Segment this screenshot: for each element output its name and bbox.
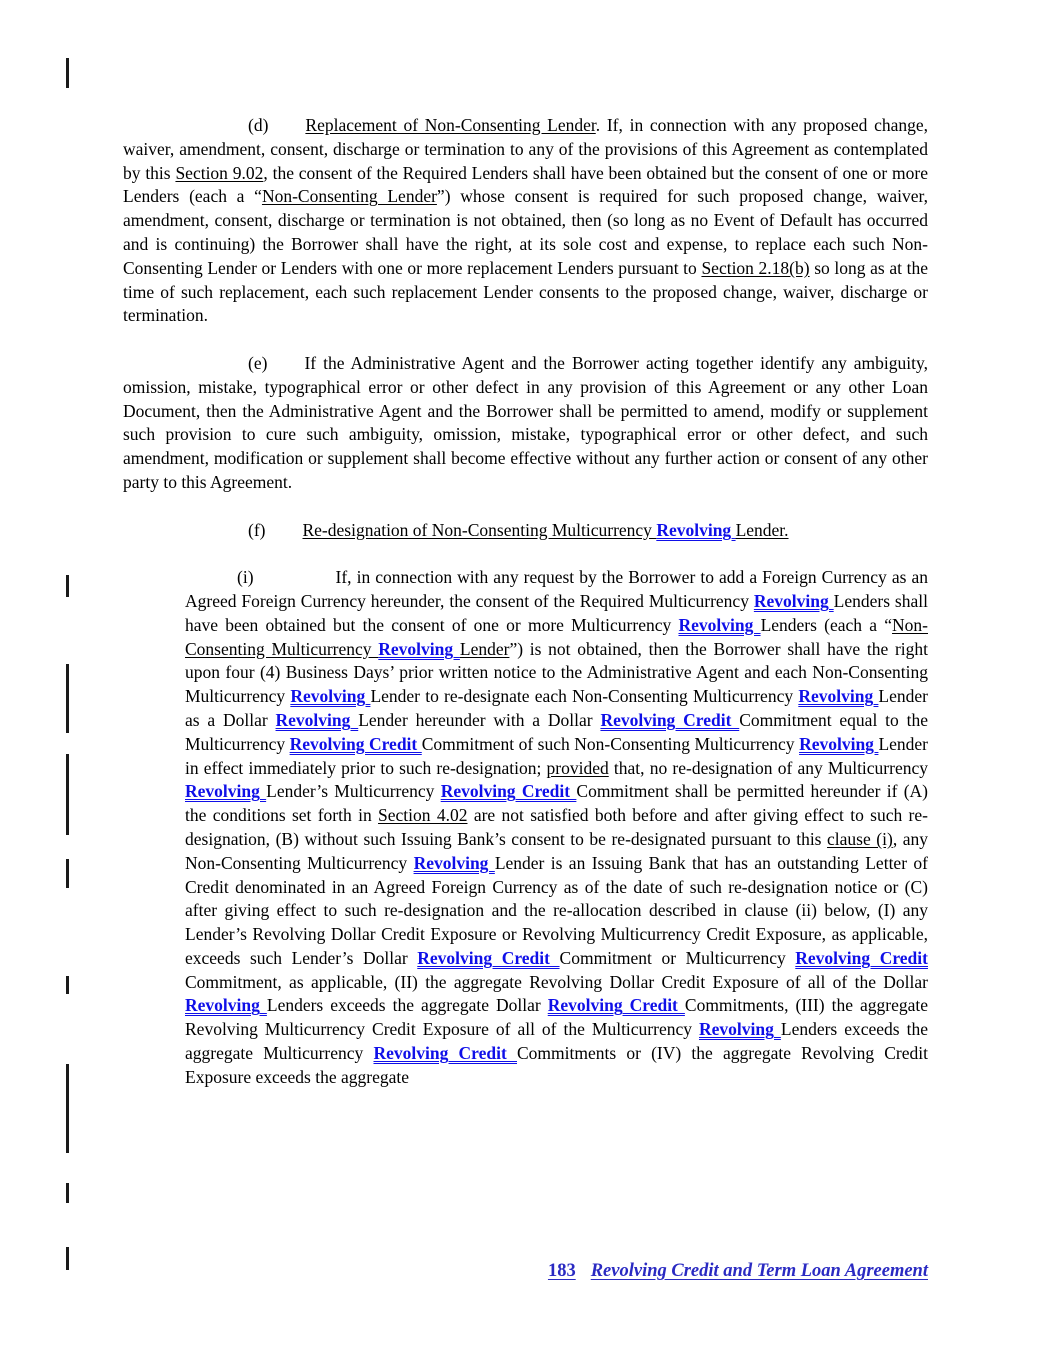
text-run: Lender as a Dollar: [185, 686, 928, 730]
footer-title: Revolving Credit and Term Loan Agreement: [590, 1261, 928, 1281]
text-run: Lender in effect immediately prior to such re-designation;: [185, 733, 928, 778]
inserted-text: Revolving Credit: [373, 1043, 517, 1064]
text-run: Commitment, as applicable, (II) the aggregate Revolving Dollar Credit Exposure of all of the Dollar: [185, 971, 928, 992]
change-bar: [66, 859, 69, 888]
underlined-text: Lender: [459, 638, 510, 659]
change-bar: [66, 754, 69, 835]
inserted-text: Revolving Credit: [600, 709, 740, 730]
inserted-text: Revolving: [275, 709, 359, 730]
text-run: , the consent of the Required Lenders shall have been obtained but the consent of one or more Lenders (each a “: [123, 162, 928, 207]
text-run: Commitment of such Non-Consenting Multicurrency: [421, 733, 800, 754]
paragraph-d: [123, 114, 928, 328]
text-run: Lender hereunder with a Dollar: [358, 709, 601, 730]
inserted-text: Revolving: [185, 995, 267, 1016]
change-bar: [66, 976, 69, 994]
underlined-text: Re-designation of Non-Consenting Multicurrency: [302, 519, 657, 540]
inserted-text: Revolving: [798, 686, 879, 707]
text-run: If the Administrative Agent and the Borrower acting together identify any ambiguity, omission, mistake, typographical error or other defect in any provision of this Agreement or any other Loan Document, then the Administrative Agent and the Borrower shall be permitted to amend, modify or supplement such provision to cure such ambiguity, omission, mistake, typographical error or other defect, and such amendment, modification or supplement shall become effective without any further action or consent of any other party to this Agreement.: [123, 352, 928, 492]
text-run: Commitment or Multicurrency: [559, 947, 796, 968]
text-run: (i): [237, 567, 254, 588]
text-run: Commitment shall be permitted hereunder if (A) the conditions set forth in: [185, 781, 928, 826]
text-run: that, no re-designation of any Multicurrency: [608, 757, 929, 778]
text-run: , any Non-Consenting Multicurrency: [185, 828, 928, 873]
underlined-text: Non-Consenting Multicurrency: [185, 614, 928, 659]
text-run: ”) whose consent is required for such proposed change, waiver, amendment, consent, discharge or termination is not obtained, then (so long as no Event of Default has occurred and is continuing) the Borrower shall have the right, at its sole cost and expense, to replace each such Non-Consenting Lender or Lenders with one or more replacement Lenders pursuant to: [123, 186, 929, 278]
paragraph-i: [185, 566, 928, 1090]
underlined-text: Non-Consenting Lender: [261, 186, 437, 207]
text-run: Lender’s Multicurrency: [266, 781, 441, 802]
text-run: are not satisfied both before and after giving effect to such re-designation, (B) without such Issuing Bank’s consent to be re-designated pursuant to this: [185, 805, 928, 849]
change-bar: [66, 1247, 69, 1270]
underlined-text: provided: [546, 757, 609, 778]
text-run: Lenders (each a “: [760, 614, 893, 635]
text-run: (f): [248, 519, 266, 540]
inserted-text: Revolving Credit: [417, 947, 560, 968]
underlined-text: Section 4.02: [378, 805, 468, 826]
inserted-text: Revolving: [378, 638, 460, 659]
text-run: Commitments, (III) the aggregate Revolving Multicurrency Credit Exposure of all of the Multicurrency: [185, 995, 928, 1040]
page-number: 183: [547, 1261, 576, 1281]
inserted-text: Revolving: [185, 781, 267, 802]
underlined-text: clause (i): [827, 828, 893, 849]
paragraph-e: [123, 352, 928, 495]
inserted-text: Revolving: [678, 614, 761, 635]
inserted-text: Revolving: [656, 519, 736, 540]
text-run: Lenders exceeds the aggregate Multicurrency: [185, 1019, 928, 1064]
text-run: Lenders shall have been obtained but the consent of one or more Multicurrency: [185, 590, 928, 635]
text-run: Commitment equal to the Multicurrency: [185, 709, 928, 754]
change-bar: [66, 575, 69, 597]
paragraph-f: [123, 519, 928, 543]
text-run: Commitments or (IV) the aggregate Revolving Credit Exposure exceeds the aggregate: [185, 1043, 928, 1087]
underlined-text: Section 2.18(b): [701, 257, 810, 278]
text-run: (d): [248, 115, 269, 135]
underlined-text: Lender.: [735, 519, 789, 540]
text-run: Lender is an Issuing Bank that has an outstanding Letter of Credit denominated in an Agreed Foreign Currency as of the date of such re-designation notice or (C) after giving effect to such re-designation and the re-allocation described in clause (ii) below, (I) any Lender’s Revolving Dollar Credit Exposure or Revolving Multicurrency Credit Exposure, as applicable, exceeds such Lender’s Dollar: [185, 852, 928, 968]
document-content: [123, 114, 928, 1113]
text-run: If, in connection with any request by the Borrower to add a Foreign Currency as an Agreed Foreign Currency hereunder, the consent of the Required Multicurrency: [185, 567, 928, 611]
inserted-text: Revolving Credit: [289, 733, 422, 754]
text-run: . If, in connection with any proposed change, waiver, amendment, consent, discharge or termination to any of the provisions of this Agreement as contemplated by this: [123, 115, 928, 183]
page-footer: [548, 1259, 928, 1283]
inserted-text: Revolving Credit: [440, 781, 577, 802]
text-run: Lenders exceeds the aggregate Dollar: [266, 995, 548, 1016]
text-run: Lender to re-designate each Non-Consenting Multicurrency: [370, 686, 799, 707]
text-run: (e): [248, 352, 268, 373]
inserted-text: Revolving: [413, 852, 495, 873]
inserted-text: Revolving: [753, 590, 834, 611]
inserted-text: Revolving: [699, 1019, 781, 1040]
underlined-text: Replacement of Non-Consenting Lender: [305, 115, 596, 135]
inserted-text: Revolving Credit: [547, 995, 685, 1016]
underlined-text: Section 9.02: [175, 162, 264, 183]
inserted-text: Revolving: [290, 686, 371, 707]
inserted-text: Revolving: [799, 733, 879, 754]
change-bar: [66, 1064, 69, 1153]
change-bar: [66, 1183, 69, 1203]
text-run: so long as at the time of such replacement, each such replacement Lender consents to the proposed change, waiver, discharge or termination.: [123, 257, 928, 326]
inserted-text: Revolving Credit: [795, 947, 928, 968]
change-bar: [66, 664, 69, 733]
text-run: ”) is not obtained, then the Borrower shall have the right upon four (4) Business Days’ prior written notice to the Administrative Agent and each Non-Consenting Multicurrency: [185, 638, 928, 707]
change-bar: [66, 58, 69, 88]
